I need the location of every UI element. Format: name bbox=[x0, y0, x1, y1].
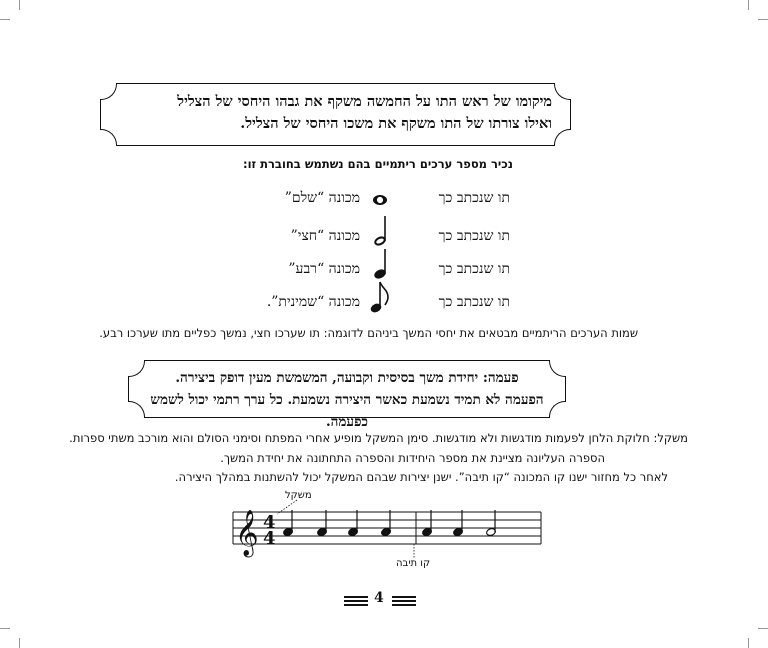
beat-line-1: פעמה: יחידת משך בסיסית וקבועה, המשמשת מעין דופק ביצירה. bbox=[175, 370, 519, 386]
note-row-eighth bbox=[415, 294, 510, 311]
note-desc: תו שנכתב כך bbox=[438, 190, 510, 206]
note-row-whole bbox=[415, 190, 510, 207]
definition-box bbox=[100, 83, 571, 146]
meter-line-2: הספרה העליונה מציינת את מספר היחידות והספרה התחתונה את יחידת המשך. bbox=[220, 451, 605, 465]
note-row-half bbox=[415, 228, 510, 245]
whole-note-icon bbox=[368, 190, 392, 210]
relation-note: שמות הערכים הריתמיים מבטאים את יחסי המשך ביניהם לדוגמה: תו שערכו חצי, נמשך כפליים מתו שערכו רבע. bbox=[99, 326, 638, 340]
note-name-quarter: מכונה “רבע” bbox=[288, 261, 360, 277]
quarter-note-icon bbox=[368, 247, 392, 281]
meter-line-1: משקל: חלוקת הלחן לפעמות מודגשות ולא מודגשות. סימן המשקל מופיע אחרי המפתח וסימני הסולם והוא מורכב משתי ספרות. bbox=[69, 431, 688, 445]
treble-clef-icon: 𝄞 bbox=[235, 510, 259, 556]
note-name-whole: מכונה “שלם” bbox=[284, 190, 360, 206]
definition-line-2: ואילו צורתו של התו משקף את משכו היחסי של הצליל. bbox=[240, 115, 552, 132]
note-row-quarter bbox=[415, 261, 510, 278]
half-note-icon bbox=[368, 214, 392, 248]
time-sig-top: 4 bbox=[263, 512, 276, 533]
page-number: 4 bbox=[374, 590, 384, 606]
staff-label-meter: משקל bbox=[285, 490, 312, 501]
music-staff bbox=[225, 486, 545, 576]
meter-line-3: לאחר כל מחזור ישנו קו המכונה “קו תיבה”. ישנן יצירות שבהם המשקל יכול להשתנות במהלך היצירה. bbox=[174, 470, 668, 484]
note-desc: תו שנכתב כך bbox=[438, 228, 510, 244]
page-footer bbox=[340, 592, 420, 608]
beat-box bbox=[128, 360, 566, 430]
note-name-eighth: מכונה “שמינית”. bbox=[266, 294, 360, 310]
note-desc: תו שנכתב כך bbox=[438, 261, 510, 277]
note-name-half: מכונה “חצי” bbox=[290, 228, 360, 244]
eighth-note-icon bbox=[368, 280, 392, 316]
rhythm-intro: נכיר מספר ערכים ריתמיים בהם נשתמש בחוברת זו: bbox=[243, 157, 513, 171]
beat-line-2: הפעמה לא תמיד נשמעת כאשר היצירה נשמעת. כל ערך רתמי יכול לשמש כפעמה. bbox=[150, 392, 544, 430]
note-desc: תו שנכתב כך bbox=[438, 294, 510, 310]
time-sig-bottom: 4 bbox=[263, 528, 276, 549]
definition-line-1: מיקומו של ראש התו על החמשה משקף את גבהו היחסי של הצליל bbox=[177, 93, 552, 110]
staff-label-barline: קו תיבה bbox=[396, 558, 431, 569]
